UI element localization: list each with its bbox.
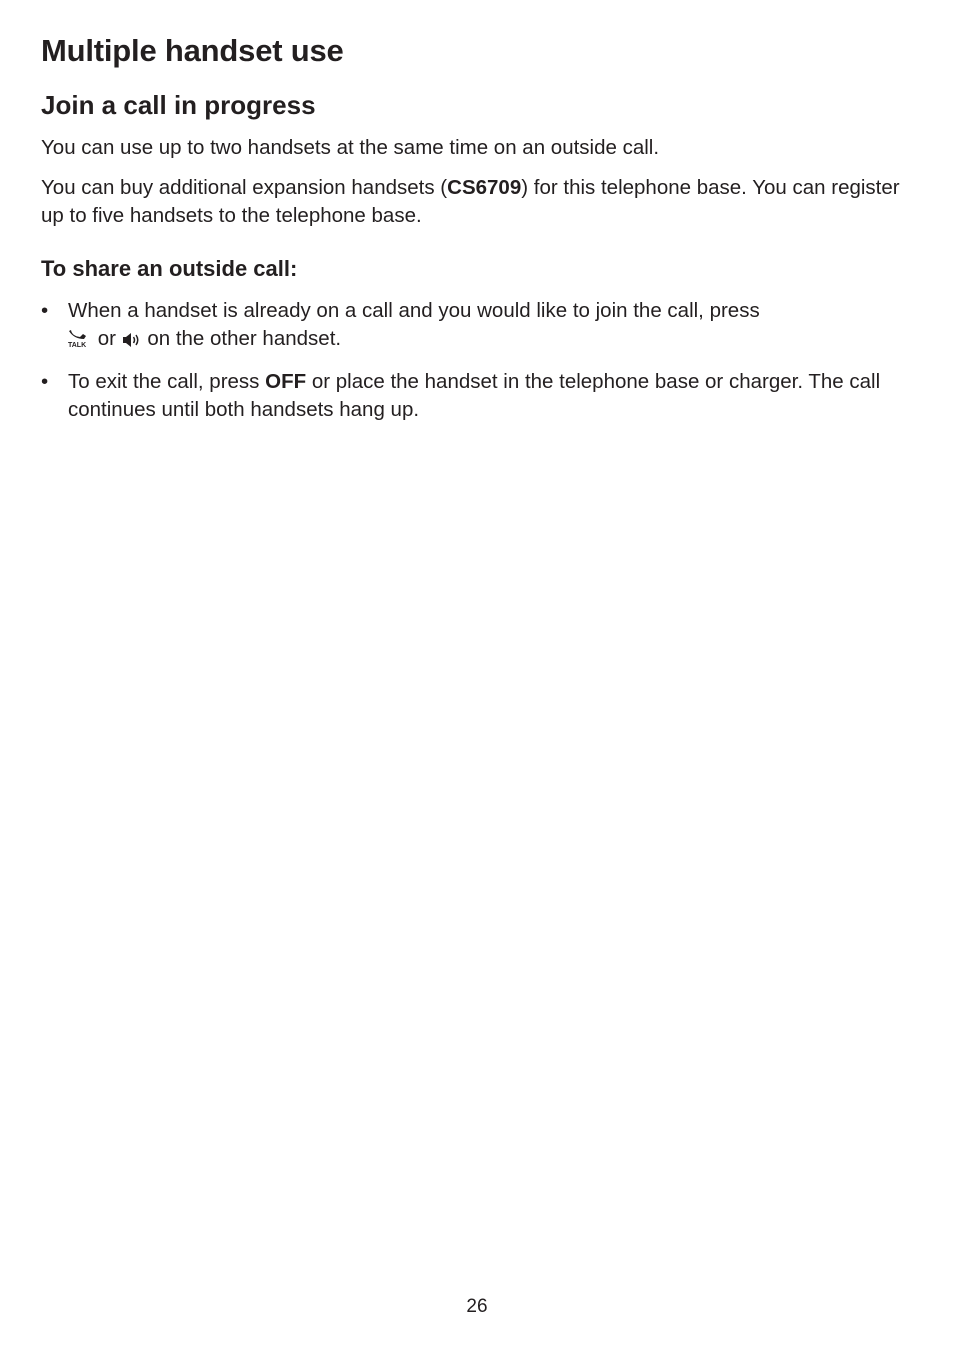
- page-title: Multiple handset use: [41, 33, 344, 68]
- subsection-title: To share an outside call:: [41, 256, 298, 281]
- list-text: on the other handset.: [141, 326, 342, 350]
- model-number: CS6709: [447, 176, 522, 199]
- page-number: 26: [466, 1296, 488, 1317]
- talk-icon: [68, 328, 92, 356]
- paragraph-text: ) for this telephone base. You can register up to five handsets to the telephone base.: [41, 176, 900, 227]
- paragraph-handset-limit: You can use up to two handsets at the same time on an outside call.: [41, 136, 660, 159]
- paragraph-text: You can buy additional expansion handsets (: [41, 176, 448, 199]
- off-key-label: OFF: [265, 370, 307, 393]
- bullet-dot: •: [41, 299, 49, 322]
- speaker-icon: [122, 328, 142, 356]
- list-text: or: [92, 326, 122, 350]
- list-item: [41, 368, 901, 423]
- instruction-list: [41, 297, 901, 436]
- list-text: or place the handset in the telephone base or charger. The call continues until both handsets hang up.: [68, 370, 881, 421]
- paragraph-expansion: [41, 174, 901, 229]
- bullet-dot: •: [41, 370, 49, 393]
- list-item: [41, 297, 901, 355]
- section-title: Join a call in progress: [41, 90, 316, 120]
- list-text: To exit the call, press: [68, 370, 266, 393]
- list-text: When a handset is already on a call and you would like to join the call, press: [68, 299, 760, 322]
- talk-icon-label: TALK: [68, 341, 87, 348]
